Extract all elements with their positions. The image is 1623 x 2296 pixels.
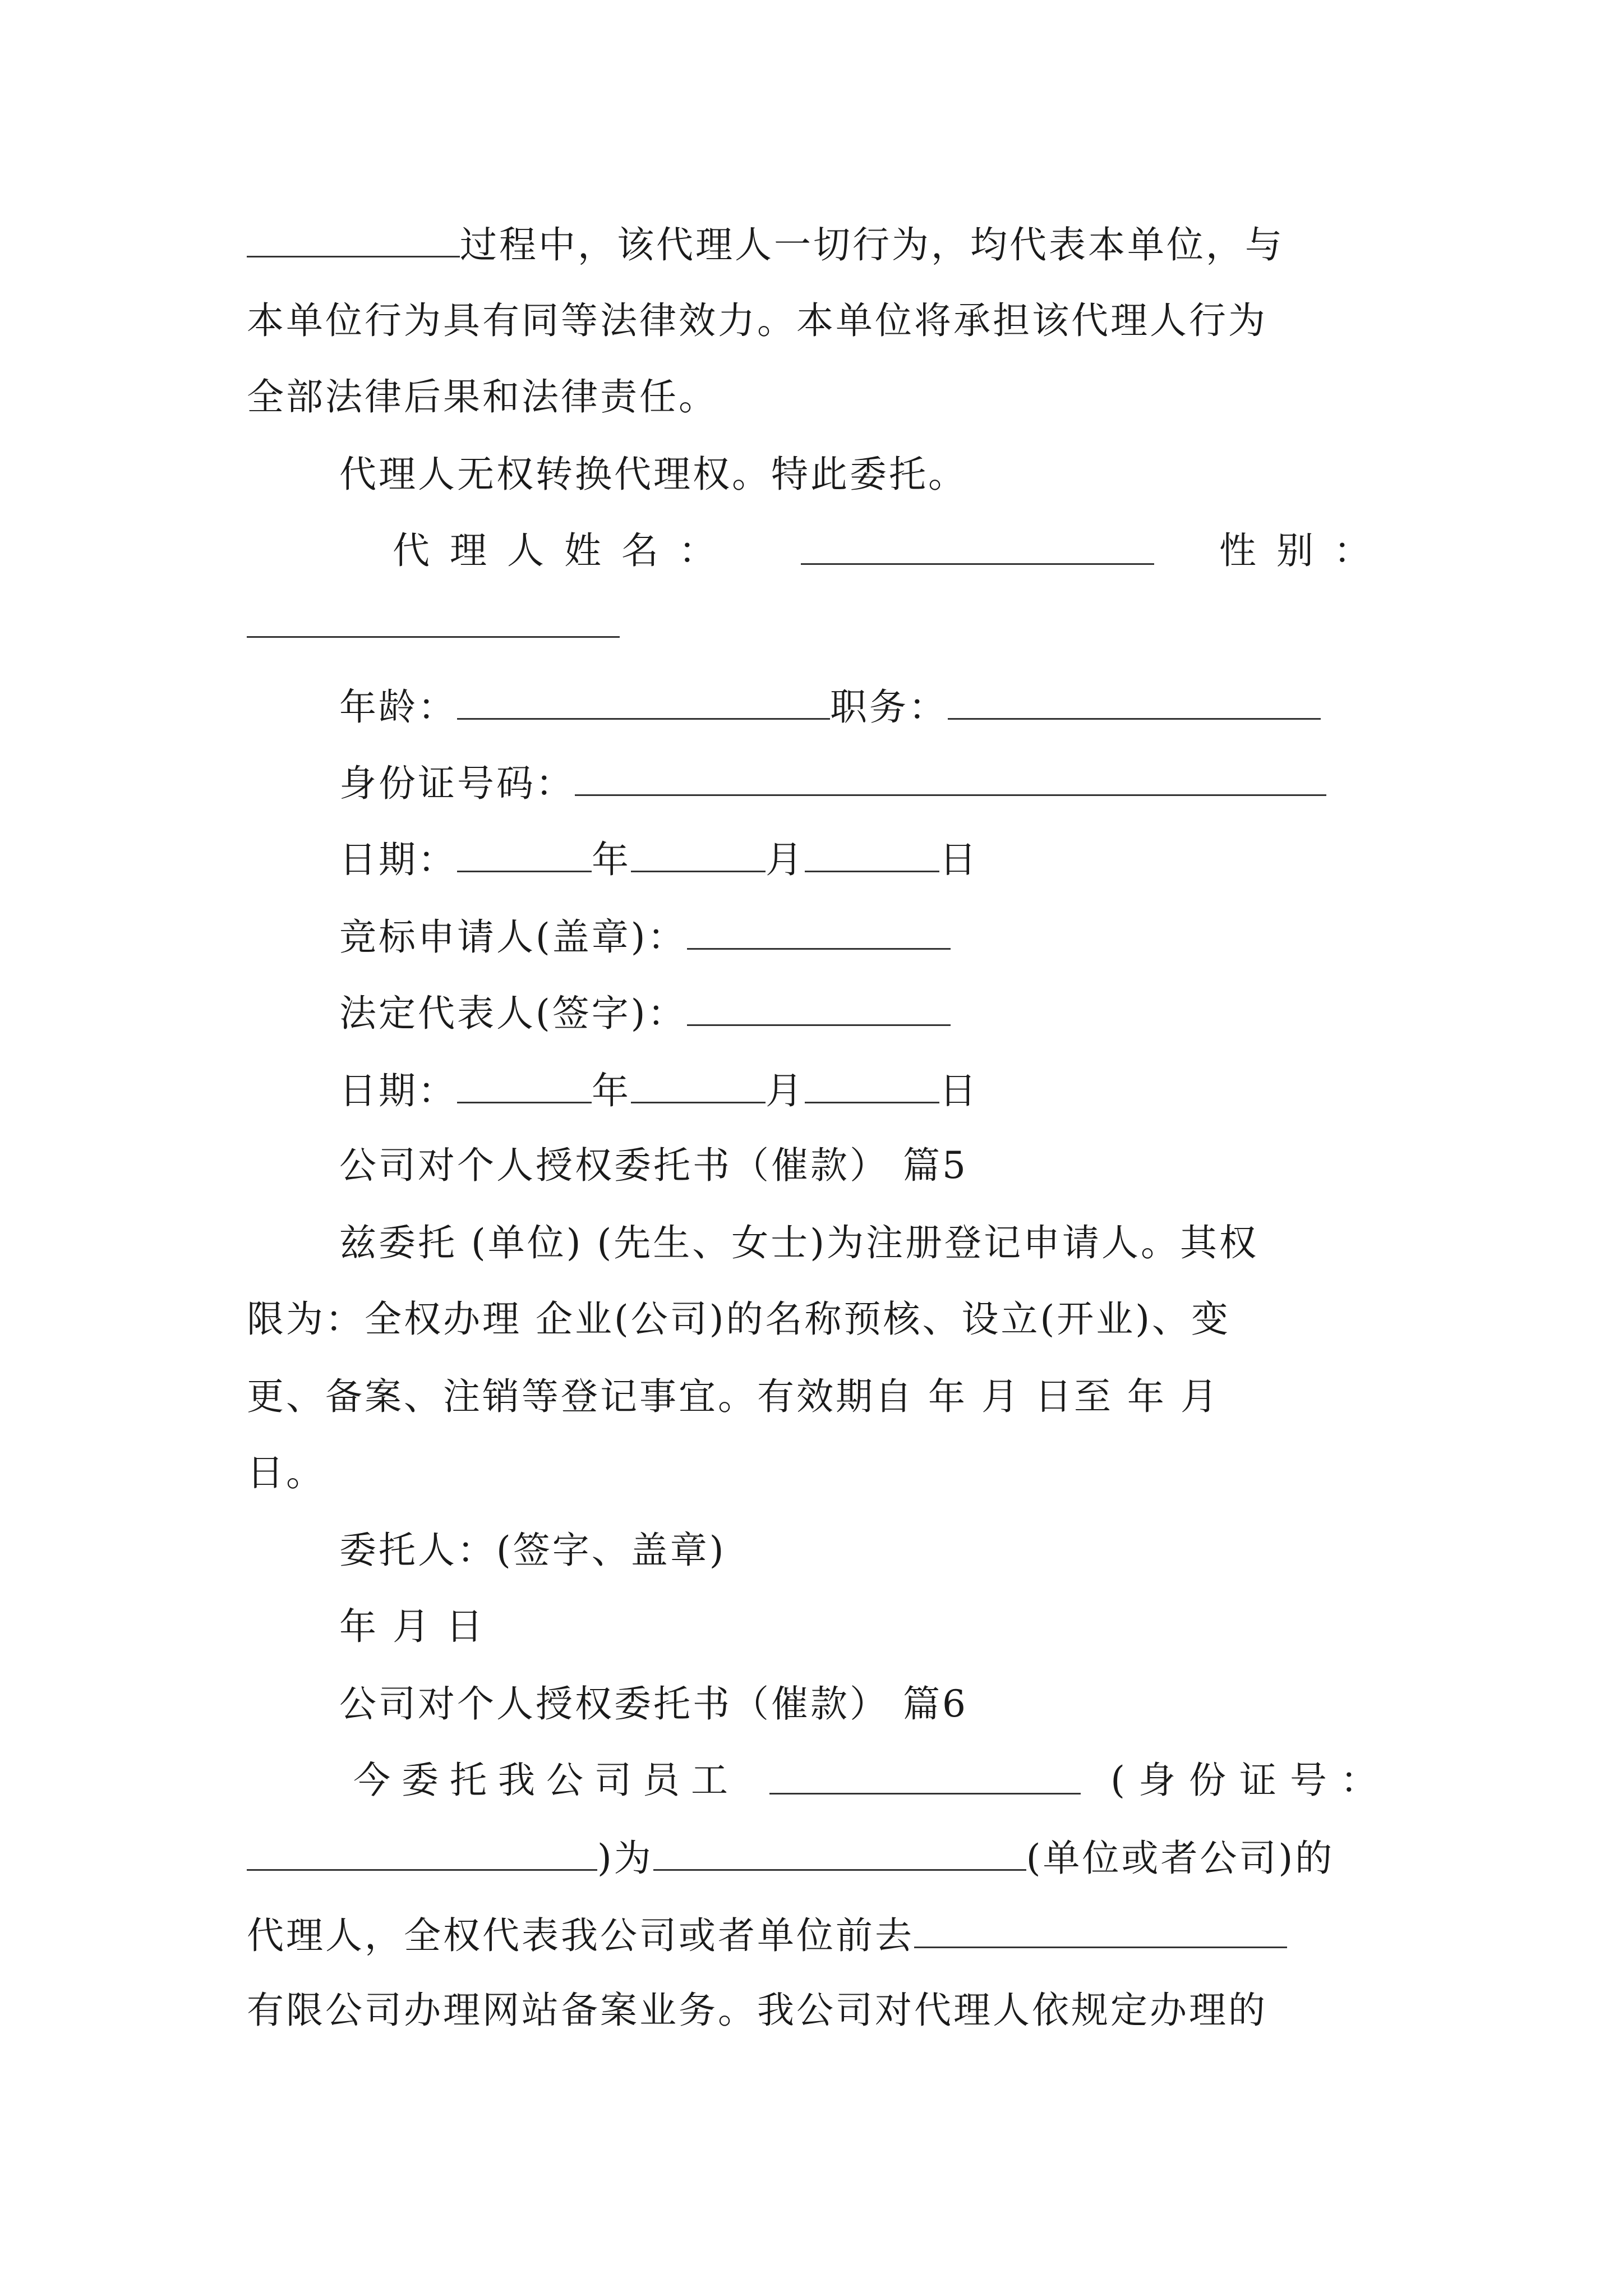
agent-name-field[interactable] [801, 524, 1154, 565]
agent-name-label: 代理人姓名： [393, 529, 736, 572]
entrust-signature-line: 委托人：(签字、盖章) [339, 1529, 726, 1572]
paragraph-line: 更、备案、注销等登记事宜。有效期自 年 月 日至 年 月 [247, 1375, 1220, 1418]
legal-rep-row [339, 985, 1391, 1041]
gender-label: 性别： [1219, 529, 1391, 572]
year-field[interactable] [457, 831, 592, 872]
month-field[interactable] [631, 1062, 766, 1103]
date-row-2 [339, 1062, 1391, 1118]
agent-name-row [393, 524, 1391, 578]
paragraph-line: 本单位行为具有同等法律效力。本单位将承担该代理人行为 [247, 299, 1267, 342]
year-field[interactable] [457, 1062, 592, 1103]
section-heading-6: 公司对个人授权委托书（催款） 篇6 [339, 1682, 968, 1726]
company-field-2[interactable] [914, 1907, 1287, 1948]
section-heading-5: 公司对个人授权委托书（催款） 篇5 [339, 1144, 968, 1187]
post-label: 职务： [830, 685, 948, 729]
legal-rep-label: 法定代表人(签字)： [339, 992, 687, 1035]
day-label: 日 [939, 838, 979, 881]
day-label: 日 [939, 1069, 979, 1112]
paragraph-line: 兹委托 (单位) (先生、女士)为注册登记申请人。其权 [339, 1221, 1258, 1264]
fill-blank[interactable] [247, 217, 460, 257]
paragraph-line: 日。 [247, 1451, 325, 1494]
paragraph-line [247, 217, 1391, 272]
id-row [339, 755, 1391, 811]
month-label: 月 [766, 838, 805, 881]
month-label: 月 [766, 1069, 805, 1112]
paragraph-line [247, 1907, 1391, 1963]
age-label: 年龄： [339, 685, 457, 729]
post-field[interactable] [948, 679, 1321, 720]
company-field[interactable] [653, 1830, 1026, 1871]
text: 今委托我公司员工 [353, 1759, 739, 1802]
paragraph-line [353, 1754, 1391, 1807]
age-field[interactable] [457, 679, 830, 720]
paragraph-line: 有限公司办理网站备案业务。我公司对代理人依规定办理的 [247, 1989, 1267, 2032]
text: (单位或者公司)的 [1026, 1837, 1335, 1880]
text: )为 [597, 1837, 653, 1880]
date-label: 日期： [339, 1069, 457, 1112]
paragraph-line [247, 1830, 1391, 1885]
date-row [339, 831, 1391, 887]
age-post-row [339, 679, 1391, 734]
id-label: 身份证号码： [339, 762, 575, 805]
legal-rep-field[interactable] [687, 985, 951, 1026]
bidder-row [339, 909, 1391, 964]
date-line: 年 月 日 [339, 1605, 485, 1648]
bidder-label: 竞标申请人(盖章)： [339, 915, 687, 959]
day-field[interactable] [805, 831, 939, 872]
text: 代理人，全权代表我公司或者单位前去 [247, 1914, 914, 1957]
gender-field-row [247, 597, 1391, 652]
paragraph-line: 限为：全权办理 企业(公司)的名称预核、设立(开业)、变 [247, 1297, 1230, 1341]
date-label: 日期： [339, 838, 457, 881]
id-field[interactable] [575, 755, 1326, 796]
bidder-field[interactable] [687, 909, 951, 950]
employee-name-field[interactable] [769, 1754, 1081, 1795]
gender-field[interactable] [247, 597, 620, 638]
year-label: 年 [592, 1069, 631, 1112]
day-field[interactable] [805, 1062, 939, 1103]
id-number-field[interactable] [247, 1830, 597, 1871]
month-field[interactable] [631, 831, 766, 872]
text: (身份证号： [1110, 1759, 1391, 1802]
paragraph-line: 全部法律后果和法律责任。 [247, 375, 718, 418]
year-label: 年 [592, 838, 631, 881]
text: 过程中，该代理人一切行为，均代表本单位，与 [460, 223, 1284, 266]
paragraph-line: 代理人无权转换代理权。特此委托。 [339, 453, 967, 496]
